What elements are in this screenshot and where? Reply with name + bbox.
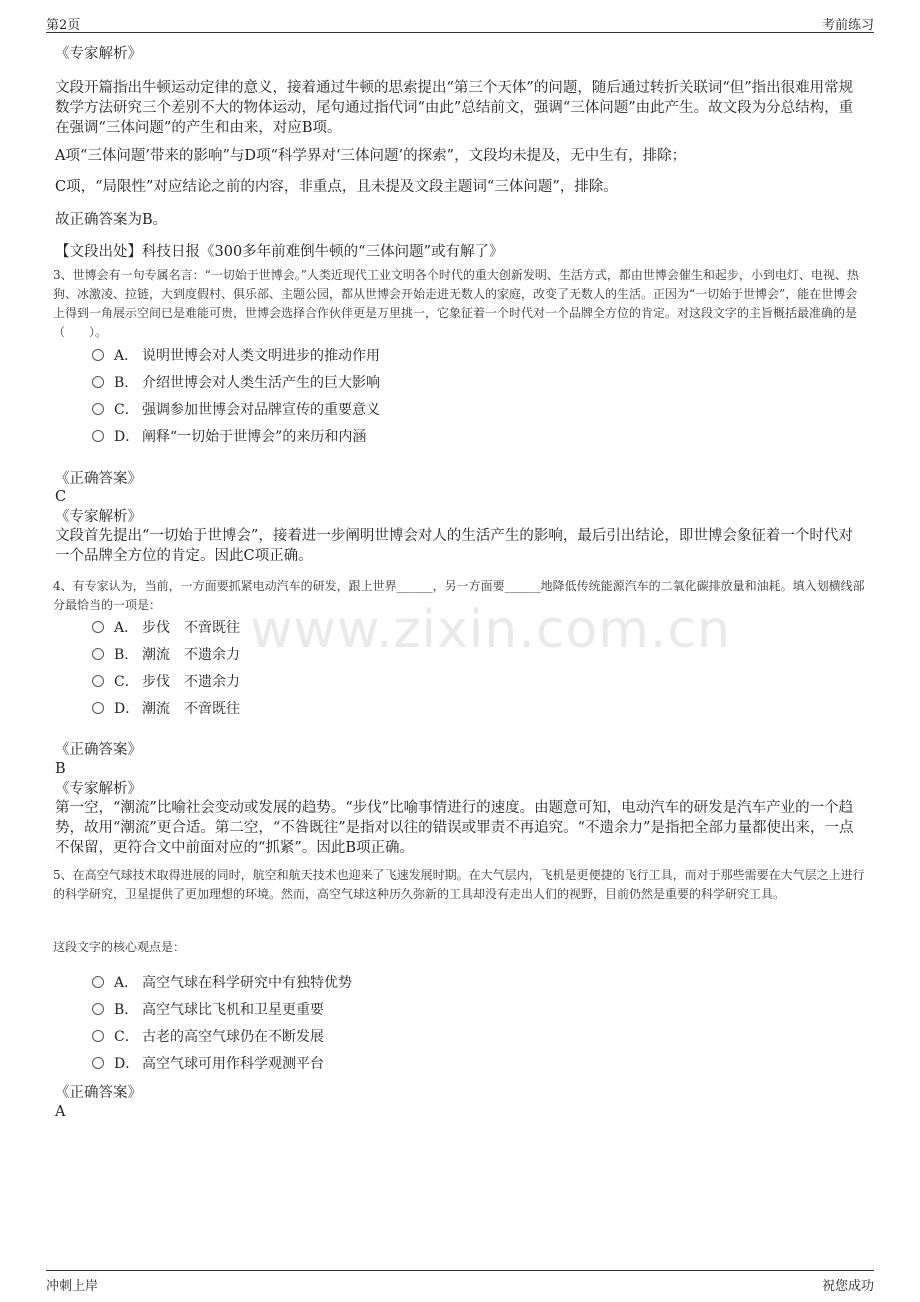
q5-option-a[interactable]: A． 高空气球在科学研究中有独特优势	[92, 973, 352, 993]
radio-icon[interactable]	[92, 1003, 104, 1015]
q4-option-b[interactable]: B． 潮流 不遗余力	[92, 645, 240, 665]
option-ad-note: A项“三体问题’带来的影响”与D项“科学界对‘三体问题’的探索”，文段均未提及，无中生有，排除；	[55, 148, 687, 164]
q3-option-a[interactable]: A． 说明世博会对人类文明进步的推动作用	[92, 346, 380, 366]
radio-icon[interactable]	[92, 648, 104, 660]
q5-option-b[interactable]: B． 高空气球比飞机和卫星更重要	[92, 1000, 324, 1020]
analysis-text: 第一空，“潮流”比喻社会变动或发展的趋势。“步伐”比喻事情进行的速度。由题意可知，电动汽车的研发是汽车产业的一个趋势，故用“潮流”更合适。第二空，“不咎既往”是指对以往的错误或罪责不再追究。“不遗余力”是指把全部力量都使出来，一点不保留，更符合文中前面对应的“抓紧”。因此B项正确。	[55, 800, 854, 856]
question-3-text: 3、世博会有一句专属名言：“一切始于世博会。”人类近现代工业文明各个时代的重大创新发明、生活方式，都由世博会催生和起步，小到电灯、电视、热狗、冰激凌、拉链，大到度假村、俱乐部、主题公园，都从世博会开始走进无数人的家庭，改变了无数人的生活。正因为“一切始于世博会”，能在世博会上得到一角展示空间已是难能可贵，世博会选择合作伙伴更是万里挑一，它象征着一个时代对一个品牌全方位的肯定。对这段文字的主旨概括最准确的是（ ）。	[53, 268, 859, 339]
question-prompt: 这段文字的核心观点是：	[53, 940, 186, 954]
answer-label: 《正确答案》	[55, 471, 142, 487]
page-footer	[46, 1270, 874, 1293]
watermark: www.zixin.com.cn	[250, 600, 731, 660]
footer-left-text: 冲刺上岸	[46, 1279, 99, 1294]
footer-right-text: 祝您成功	[821, 1279, 874, 1294]
radio-icon[interactable]	[92, 403, 104, 415]
expert-label: 《专家解析》	[55, 781, 142, 797]
analysis-text: 文段开篇指出牛顿运动定律的意义，接着通过牛顿的思索提出“第三个天体”的问题，随后通过转折关联词“但”指出很难用常规数学方法研究三个差别不大的物体运动，尾句通过指代词“由此”总结前文，强调“三体问题”由此产生。故文段为分总结构，重在强调“三体问题”的产生和由来，对应B项。	[55, 80, 854, 136]
page-number: 第2页	[46, 18, 81, 33]
radio-icon[interactable]	[92, 976, 104, 988]
question-4-text: 4、有专家认为，当前，一方面要抓紧电动汽车的研发，跟上世界______，另一方面要______地降低传统能源汽车的二氧化碳排放量和油耗。填入划横线部分最恰当的一项是：	[53, 579, 865, 612]
question-5-text: 5、在高空气球技术取得进展的同时，航空和航天技术也迎来了飞速发展时期。在大气层内，飞机是更便捷的飞行工具，而对于那些需要在大气层之上进行的科学研究，卫星提供了更加理想的环境。然而，高空气球这种历久弥新的工具却没有走出人们的视野，目前仍然是重要的科学研究工具。	[53, 868, 865, 901]
option-c-note: C项，“局限性”对应结论之前的内容，非重点，且未提及文段主题词“三体问题”，排除。	[55, 179, 618, 195]
radio-icon[interactable]	[92, 376, 104, 388]
expert-label: 《专家解析》	[55, 46, 142, 62]
radio-icon[interactable]	[92, 1030, 104, 1042]
q3-option-b[interactable]: B． 介绍世博会对人类生活产生的巨大影响	[92, 373, 380, 393]
radio-icon[interactable]	[92, 430, 104, 442]
radio-icon[interactable]	[92, 675, 104, 687]
answer-label: 《正确答案》	[55, 1085, 142, 1101]
header-title: 考前练习	[821, 18, 874, 33]
radio-icon[interactable]	[92, 621, 104, 633]
answer-label: 《正确答案》	[55, 742, 142, 758]
q4-option-c[interactable]: C． 步伐 不遗余力	[92, 672, 240, 692]
answer-value: C	[55, 489, 67, 505]
answer-value: A	[55, 1104, 66, 1120]
radio-icon[interactable]	[92, 702, 104, 714]
page-header	[46, 12, 874, 33]
expert-label: 《专家解析》	[55, 509, 142, 525]
q4-option-d[interactable]: D． 潮流 不啻既往	[92, 699, 240, 719]
radio-icon[interactable]	[92, 1057, 104, 1069]
radio-icon[interactable]	[92, 349, 104, 361]
q5-option-c[interactable]: C． 古老的高空气球仍在不断发展	[92, 1027, 324, 1047]
source-line: 【文段出处】科技日报《300多年前难倒牛顿的“三体问题”或有解了》	[55, 244, 504, 260]
answer-line: 故正确答案为B。	[55, 212, 168, 228]
analysis-text: 文段首先提出“一切始于世博会”，接着进一步阐明世博会对人的生活产生的影响，最后引出结论，即世博会象征着一个时代对一个品牌全方位的肯定。因此C项正确。	[55, 528, 853, 564]
q5-option-d[interactable]: D． 高空气球可用作科学观测平台	[92, 1054, 324, 1074]
q3-option-d[interactable]: D． 阐释“一切始于世博会”的来历和内涵	[92, 427, 366, 447]
q4-option-a[interactable]: A． 步伐 不啻既往	[92, 618, 240, 638]
q3-option-c[interactable]: C． 强调参加世博会对品牌宣传的重要意义	[92, 400, 380, 420]
answer-value: B	[55, 761, 66, 777]
